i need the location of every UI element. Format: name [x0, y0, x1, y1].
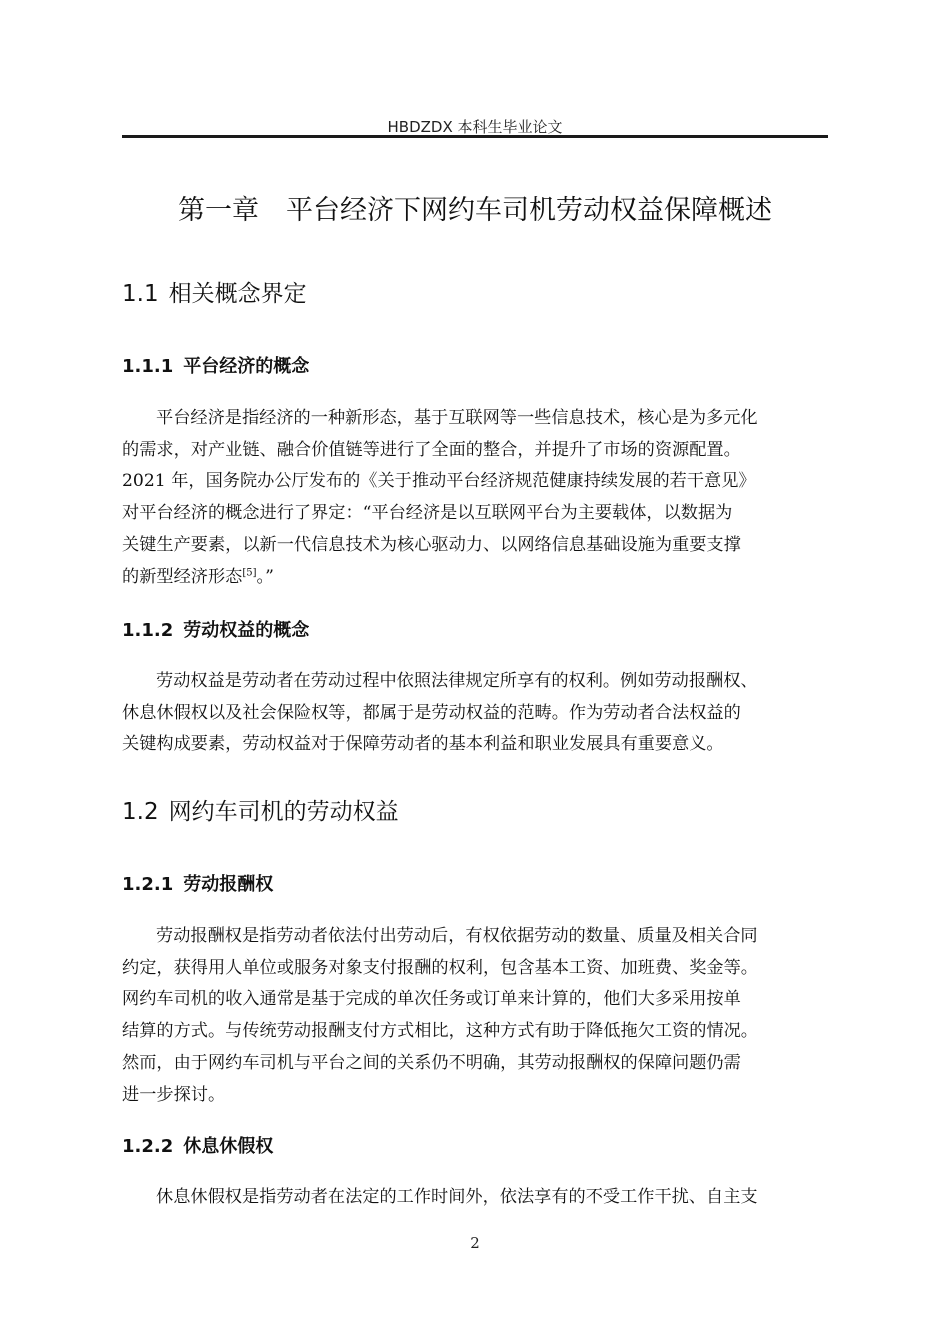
subsection-heading-1-1-1: [122, 352, 309, 378]
running-header: HBDZDX 本科生毕业论文: [387, 118, 563, 136]
paragraph-line: 休息休假权是指劳动者在法定的工作时间外，依法享有的不受工作干扰、自主支: [156, 1187, 758, 1207]
closing-quote: 。”: [256, 566, 274, 587]
subsection-title: 休息休假权: [183, 1136, 274, 1157]
subsection-title: 劳动报酬权: [183, 874, 274, 895]
paragraph-line: 对平台经济的概念进行了界定：“平台经济是以互联网平台为主要载体，以数据为: [122, 503, 733, 524]
subsection-number: 1.1.2: [122, 620, 174, 641]
paragraph-line-last: [122, 562, 828, 594]
subsection-number: 1.1.1: [122, 356, 174, 377]
paragraph-line: 平台经济是指经济的一种新形态，基于互联网等一些信息技术，核心是为多元化: [156, 408, 758, 428]
paragraph-line: 休息休假权以及社会保险权等，都属于是劳动权益的范畴。作为劳动者合法权益的: [122, 702, 741, 723]
subsection-number: 1.2.1: [122, 874, 174, 895]
page-number: 2: [470, 1234, 480, 1252]
section-heading-1-2: [122, 793, 399, 826]
paragraph-line: 然而，由于网约车司机与平台之间的关系仍不明确，其劳动报酬权的保障问题仍需: [122, 1052, 741, 1073]
paragraph-line: 劳动报酬权是指劳动者依法付出劳动后，有权依据劳动的数量、质量及相关合同: [156, 926, 758, 946]
section-number: 1.1: [122, 281, 159, 307]
paragraph-line: 结算的方式。与传统劳动报酬支付方式相比，这种方式有助于降低拖欠工资的情况。: [122, 1021, 758, 1042]
subsection-title: 劳动权益的概念: [183, 620, 310, 641]
header-rule: [122, 135, 828, 138]
citation-marker: [5]: [242, 566, 257, 578]
paragraph-labor-rights: [122, 666, 828, 761]
section-title: 网约车司机的劳动权益: [168, 799, 399, 825]
subsection-heading-1-2-1: [122, 870, 273, 896]
paragraph-line: 约定，获得用人单位或服务对象支付报酬的权利，包含基本工资、加班费、奖金等。: [122, 957, 758, 978]
paragraph-line: 的需求，对产业链、融合价值链等进行了全面的整合，并提升了市场的资源配置。: [122, 439, 741, 460]
paragraph-line: 劳动权益是劳动者在劳动过程中依照法律规定所享有的权利。例如劳动报酬权、: [156, 671, 758, 691]
paragraph-line: 进一步探讨。: [122, 1084, 226, 1105]
paragraph-rest-leave: [122, 1182, 828, 1214]
subsection-heading-1-1-2: [122, 616, 309, 642]
paragraph-line: 关键生产要素，以新一代信息技术为核心驱动力、以网络信息基础设施为重要支撑: [122, 534, 741, 555]
section-heading-1-1: [122, 275, 307, 308]
section-title: 相关概念界定: [168, 281, 307, 307]
subsection-number: 1.2.2: [122, 1136, 174, 1157]
paragraph-platform-economy: [122, 403, 828, 593]
paragraph-remuneration: [122, 921, 828, 1111]
paragraph-line: 2021 年，国务院办公厅发布的《关于推动平台经济规范健康持续发展的若干意见》: [122, 471, 756, 492]
line-text: 的新型经济形态: [122, 566, 243, 587]
paragraph-line: 网约车司机的收入通常是基于完成的单次任务或订单来计算的，他们大多采用按单: [122, 989, 741, 1010]
section-number: 1.2: [122, 799, 159, 825]
paragraph-line: 关键构成要素，劳动权益对于保障劳动者的基本利益和职业发展具有重要意义。: [122, 734, 724, 755]
subsection-heading-1-2-2: [122, 1132, 273, 1158]
chapter-title: 第一章 平台经济下网约车司机劳动权益保障概述: [178, 195, 772, 226]
subsection-title: 平台经济的概念: [183, 356, 310, 377]
